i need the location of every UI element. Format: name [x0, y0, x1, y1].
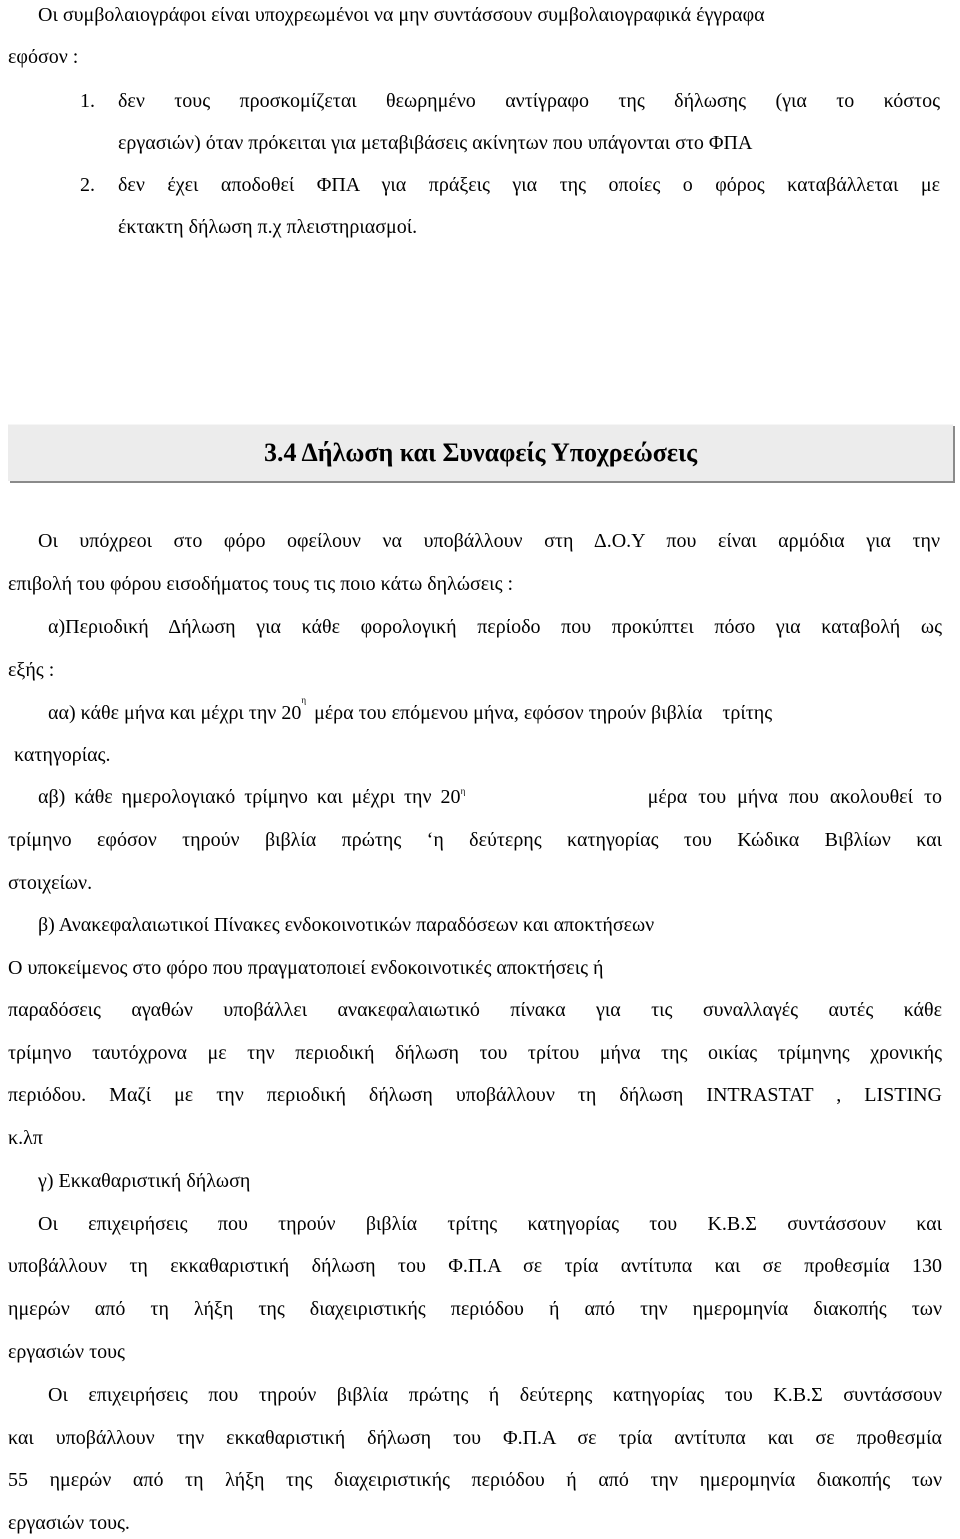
- aa-superscript: η: [301, 695, 307, 705]
- ab-line-2: τρίμηνο εφόσον τηρούν βιβλία πρώτης ‘η δεύτερης κατηγορίας του Κώδικα Βιβλίων και: [8, 829, 942, 851]
- list-number-1: 1.: [80, 90, 95, 112]
- g-line-9: εργασιών τους.: [8, 1512, 130, 1534]
- list-item-1-line-1: δεν τους προσκομίζεται θεωρημένο αντίγραφο της δήλωσης (για το κόστος: [118, 90, 940, 112]
- b-line-5: περιόδου. Μαζί με την περιοδική δήλωση υποβάλλουν τη δήλωση INTRASTAT , LISTING: [8, 1084, 942, 1106]
- g-line-8: 55 ημερών από τη λήξη της διαχειριστικής περιόδου ή από την ημερομηνία διακοπής των: [8, 1469, 942, 1491]
- section-heading-box: [8, 424, 953, 481]
- ab-line-3: στοιχείων.: [8, 872, 93, 894]
- aa-text-post: μέρα του επόμενου μήνα, εφόσον τηρούν βιβλία τρίτης: [314, 702, 773, 724]
- list-number-2: 2.: [80, 174, 95, 196]
- g-line-4: ημερών από τη λήξη της διαχειριστικής περιόδου ή από την ημερομηνία διακοπής των: [8, 1298, 942, 1320]
- ab-superscript: η: [460, 786, 466, 796]
- b-line-1: β) Ανακεφαλαιωτικοί Πίνακες ενδοκοινοτικών παραδόσεων και αποκτήσεων: [38, 914, 655, 936]
- ab-text-pre: αβ) κάθε ημερολογιακό τρίμηνο και μέχρι την 20: [38, 786, 461, 808]
- g-line-7: και υποβάλλουν την εκκαθαριστική δήλωση του Φ.Π.Α σε τρία αντίτυπα και σε προθεσμία: [8, 1427, 942, 1449]
- b-line-3: παραδόσεις αγαθών υποβάλλει ανακεφαλαιωτικό πίνακα για τις συναλλαγές αυτές κάθε: [8, 999, 942, 1021]
- b-line-2: Ο υποκείμενος στο φόρο που πραγματοποιεί ενδοκοινοτικές αποκτήσεις ή: [8, 957, 604, 979]
- intro-line-2: εφόσον :: [8, 46, 79, 68]
- aa-text-pre: αα) κάθε μήνα και μέχρι την 20: [48, 702, 302, 724]
- p1-line-2: επιβολή του φόρου εισοδήματος τους τις ποιο κάτω δηλώσεις :: [8, 573, 514, 595]
- ab-line-1: [38, 784, 942, 810]
- section-heading: 3.4 Δήλωση και Συναφείς Υποχρεώσεις: [263, 438, 698, 467]
- g-line-1: γ) Εκκαθαριστική δήλωση: [38, 1170, 251, 1192]
- p1-line-1: Οι υπόχρεοι στο φόρο οφείλουν να υποβάλλουν στη Δ.Ο.Υ που είναι αρμόδια για την: [38, 530, 940, 552]
- g-line-3: υποβάλλουν τη εκκαθαριστική δήλωση του Φ.Π.Α σε τρία αντίτυπα και σε προθεσμία 130: [8, 1255, 942, 1277]
- list-item-2-line-1: δεν έχει αποδοθεί ΦΠΑ για πράξεις για της οποίες ο φόρος καταβάλλεται με: [118, 174, 940, 196]
- ab-text-post: μέρα του μήνα που ακολουθεί το: [647, 786, 942, 808]
- list-item-2-line-2: έκτακτη δήλωση π.χ πλειστηριασμοί.: [118, 216, 418, 238]
- g-line-5: εργασιών τους: [8, 1341, 125, 1363]
- a-line-1: α)Περιοδική Δήλωση για κάθε φορολογική περίοδο που προκύπτει πόσο για καταβολή ως: [48, 616, 942, 638]
- ab-text-pre-wrap: [38, 784, 465, 810]
- g-line-2: Οι επιχειρήσεις που τηρούν βιβλία τρίτης κατηγορίας του Κ.Β.Σ συντάσσουν και: [38, 1213, 942, 1235]
- aa-line-2: κατηγορίας.: [14, 744, 111, 766]
- list-item-1-line-2: εργασιών) όταν πρόκειται για μεταβιβάσεις ακίνητων που υπάγονται στο ΦΠΑ: [118, 132, 753, 154]
- g-line-6: Οι επιχειρήσεις που τηρούν βιβλία πρώτης ή δεύτερης κατηγορίας του Κ.Β.Σ συντάσσουν: [48, 1384, 942, 1406]
- b-line-6: κ.λπ: [8, 1127, 43, 1149]
- a-line-2: εξής :: [8, 659, 55, 681]
- b-line-4: τρίμηνο ταυτόχρονα με την περιοδική δήλωση του τρίτου μήνα της οικίας τρίμηνης χρονικής: [8, 1042, 942, 1064]
- intro-line-1: Οι συμβολαιογράφοι είναι υποχρεωμένοι να μην συντάσσουν συμβολαιογραφικά έγγραφα: [38, 4, 765, 26]
- aa-line-1: [48, 695, 942, 726]
